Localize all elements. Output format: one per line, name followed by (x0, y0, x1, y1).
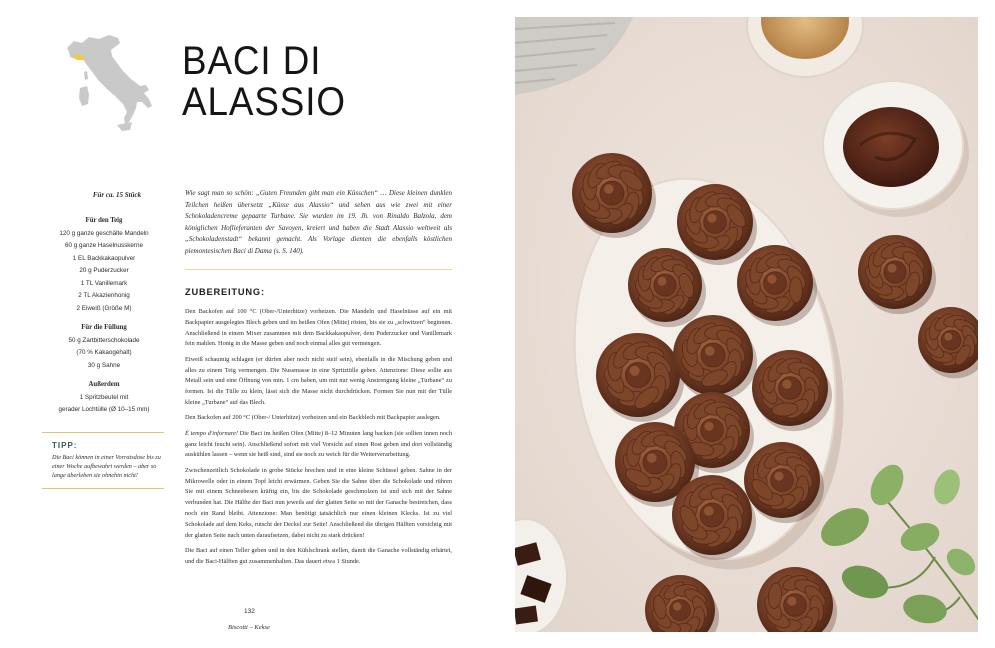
cookie-highlight (774, 472, 783, 481)
recipe-title-line-2: ALASSIO (182, 80, 346, 124)
ingredient-item: 2 Eiweiß (Größe M) (76, 304, 132, 312)
ingredient-section-dough (44, 215, 164, 315)
cookie-center (670, 600, 691, 621)
cookie-ridge (789, 277, 803, 303)
ingredient-section-extras (44, 379, 164, 417)
cookie-highlight (782, 380, 791, 389)
sardinia (79, 86, 89, 106)
preparation-steps (185, 307, 452, 572)
cookie-highlight (944, 333, 952, 341)
cookie-center (701, 419, 724, 442)
corsica (84, 71, 88, 80)
cookie-center (643, 450, 667, 474)
ingredient-item: 1 EL Backkakaopulver (72, 254, 136, 262)
recipe-title-line-1: BACI DI (182, 39, 322, 83)
recipe-title (182, 41, 346, 123)
cookie-highlight (630, 366, 640, 376)
ingredient-section-heading: Für die Füllung (81, 324, 127, 331)
cookie-highlight (604, 184, 614, 194)
chocolate-chunk (515, 606, 538, 625)
preparation-paragraph: Die Baci auf einen Teller geben und in den Kühlschrank stellen, damit die Ganache vollständig erhärtet, und die Baci-Hälften gut zusammenhalten. Das dauert etwa 1 Stunde. (185, 546, 452, 565)
cookie-center (654, 274, 676, 296)
ingredient-item: gerader Lochtülle (Ø 10–15 mm) (58, 406, 150, 413)
cookie-center (700, 503, 724, 527)
ingredient-item: 50 g Zartbitterschokolade (68, 336, 140, 344)
cookie-highlight (888, 264, 897, 273)
preparation-paragraph-text: Die Baci im heißen Ofen (Mitte) 8–12 Minuten lang backen (sie sollten innen noch ganz leicht feucht sein). Anschließend sofort mit viel Vorsicht auf einen Rost geben und dort vollständig auskühlen lassen – wenn sie heiß sind, sind sie noch zu weich für die Weiterverarbeitung. (185, 429, 452, 459)
ingredient-item: 60 g ganze Haselnusskerne (64, 242, 144, 249)
tip-box (42, 432, 164, 489)
recipe-yield: Für ca. 15 Stück (92, 191, 142, 199)
italy-mainland (67, 35, 152, 124)
cookie-center (625, 362, 650, 387)
preparation-paragraph (185, 429, 452, 461)
ingredient-section-filling (44, 322, 164, 372)
sicily (117, 122, 132, 131)
cookie-highlight (707, 214, 716, 223)
tip-text: Die Baci können in einer Vorratsdose bis zu einer Woche aufbewahrt werden – aber so lange überleben sie ohnehin nicht! (52, 454, 161, 479)
cookie-center (771, 469, 794, 492)
preparation-paragraph: Den Backofen auf 100 °C (Ober-/Unterhitze) vorheizen. Die Mandeln und Haselnüsse auf ein mit Backpapier ausgelegtes Blech geben und im heißen Ofen (Mitte) rösten, bis sie zu „schwitzen“ beginnen. Anschließend in einem Mixer zusammen mit dem Backkakaopulver, dem Puderzucker und Vanillemark fein mahlen. Honig in die Masse geben und noch einmal alles gut vermengen. (185, 308, 452, 348)
cookie-highlight (704, 506, 714, 516)
recipe-intro: Wie sagt man so schön: „Guten Freunden gibt man ein Küsschen“ … Diese kleinen dunklen Teilchen heißen übersetzt „Küsse aus Alassio“ und sehen aus wie zwei mit einer Schokoladencreme gepaarte Turbane. Sie wurden im 19. Jh. von Rinaldo Balzola, dem königlichen Hoflieferanten der Savoyen, kreiert und haben die Stadt Alassio weltweit als „Schokoladenstadt“ bekannt gemacht. Als Vorlage dienten die ebenfalls köstlichen piemontesischen Baci di Dama (s. S. 140). (185, 189, 452, 255)
ingredient-item: 120 g ganze geschälte Mandeln (59, 229, 149, 237)
preparation-heading: ZUBEREITUNG: (185, 287, 265, 297)
italy-map (62, 32, 152, 132)
cookie-highlight (767, 275, 776, 284)
cookie-center (764, 272, 787, 295)
section-divider (185, 269, 452, 270)
cookie-center (779, 377, 802, 400)
cookie-highlight (705, 346, 715, 356)
ingredient-item: (70 % Kakaogehalt) (76, 349, 132, 356)
ingredient-section-heading: Außerdem (88, 381, 120, 388)
page-number: 132 (244, 608, 255, 615)
preparation-paragraph: Den Backofen auf 200 °C (Ober-/ Unterhitze) vorheizen und ein Backblech mit Backpapier auslegen. (185, 414, 441, 422)
preparation-paragraph: Eiweiß schaumig schlagen (er dürfen aber noch nicht steif sein), ebenfalls in die Mischung geben und alles zu einem Teig vermengen. Die Nussmasse in eine Spritztülle geben. Attenzione: Diese sollte aus Metall sein und eine Öffnung von min. 1 cm haben, um mit nur wenig Anstrengung kleine „Turbane“ zu formen. Ist die Tülle zu klein, lässt sich die Masse nicht durchdrücken. Formen Sie nun mit der Tülle kleine „Turbane“ auf das Blech. (185, 355, 452, 406)
ganache (843, 107, 939, 187)
cookie-center (704, 211, 727, 234)
ingredient-item: 1 TL Vanillemark (80, 279, 128, 287)
preparation-paragraph: Zwischenzeitlich Schokolade in grobe Stücke brechen und in eine kleine Schüssel geben. Sahne in der Mikrowelle oder in einem Topf leicht erwärmen. Geben Sie die Sahne über die Schokolade und rühren Sie mit einem Schneebesen kräftig ein, bis die Schokolade geschmolzen ist und sich mit der Sahne verbunden hat. Die Hälfte der Baci nun jeweils auf der glatten Seite so mit der Ganache bestreichen, dass noch ein Rand bleibt. Attenzione: Man benötigt tatsächlich nur einen kleinen Klecks. Ist zu viel Schokolade auf dem Keks, rutscht der Deckel zur Seite! Anschließend die übrigen Hälften vorsichtig mit der glatten Seite nach unten daraufsetzen, dabei nicht zu stark drücken! (185, 466, 452, 539)
ingredient-item: 20 g Puderzucker (79, 267, 129, 274)
recipe-photo (515, 17, 978, 632)
cookie-center (941, 330, 961, 350)
cookie-center (600, 181, 624, 205)
cookie-center (701, 343, 725, 367)
ingredient-section-heading: Für den Teig (85, 217, 123, 224)
ingredient-item: 1 Spritzbeutel mit (79, 393, 129, 401)
cookie-center (884, 261, 906, 283)
cookie-highlight (787, 597, 796, 606)
section-footer: Biscotti – Kekse (228, 624, 270, 631)
cookie-center (784, 594, 807, 617)
cookie-highlight (658, 277, 667, 286)
preparation-paragraph-lead: È tempo d'infornare! (185, 429, 238, 437)
ingredient-list (44, 190, 164, 424)
tip-label: TIPP: (52, 441, 78, 450)
cookie-highlight (704, 422, 713, 431)
cookie-highlight (673, 602, 681, 610)
ingredient-item: 2 TL Akazienhonig (78, 292, 130, 299)
ingredient-item: 30 g Sahne (87, 361, 121, 369)
cookie-highlight (647, 453, 657, 463)
